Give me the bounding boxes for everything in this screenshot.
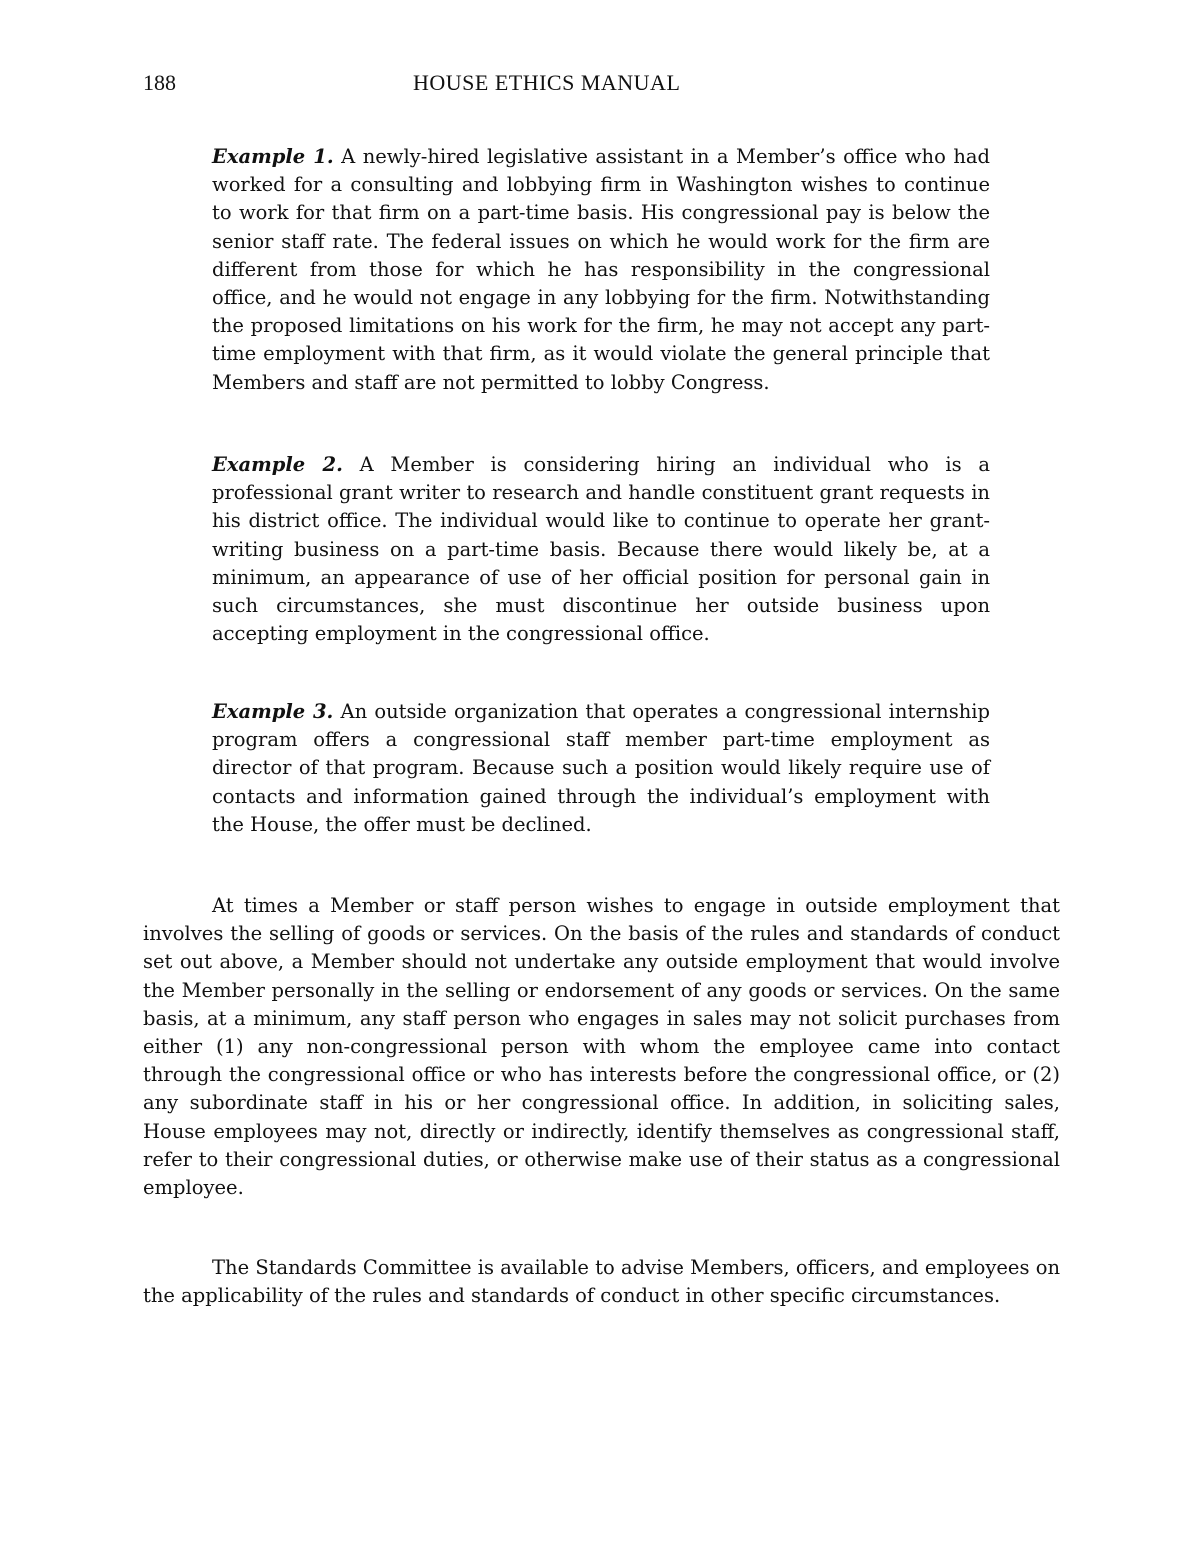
example-3-text: An outside organization that operates a congressional internship program offers a congressional staff member part-time employment as director of that program. Because such a position would likely require use of contacts and information gained through the individual’s employment with the House, the offer must be declined. bbox=[212, 700, 990, 836]
outside-employment-sales-paragraph: At times a Member or staff person wishes to engage in outside employment that involves the selling of goods or services. On the basis of the rules and standards of conduct set out above, a Member should not undertake any outside employment that would involve the Member personally in the selling or endorsement of any goods or services. On the same basis, at a minimum, any staff person who engages in sales may not solicit purchases from either (1) any non-congressional person with whom the employee came into contact through the congressional office or who has interests before the congressional office, or (2) any subordinate staff in his or her congressional office. In addition, in soliciting sales, House employees may not, directly or indirectly, identify themselves as congressional staff, refer to their congressional duties, or otherwise make use of their status as a congressional employee. bbox=[143, 894, 1060, 1200]
example-1-paragraph bbox=[212, 143, 990, 397]
example-3-paragraph bbox=[212, 698, 990, 839]
example-3-label: Example 3. bbox=[212, 700, 334, 723]
page-header bbox=[143, 70, 1060, 104]
standards-committee-paragraph: The Standards Committee is available to advise Members, officers, and employees on the applicability of the rules and standards of conduct in other specific circumstances. bbox=[143, 1256, 1060, 1308]
example-2-label: Example 2. bbox=[212, 453, 343, 476]
example-1-label: Example 1. bbox=[212, 145, 334, 168]
example-2-text: A Member is considering hiring an individual who is a professional grant writer to research and handle constituent grant requests in his district office. The individual would like to continue to operate her grant-writing business on a part-time basis. Because there would likely be, at a minimum, an appearance of use of her official position for personal gain in such circumstances, she must discontinue her outside business upon accepting employment in the congressional office. bbox=[212, 453, 991, 646]
page-number: 188 bbox=[143, 70, 176, 95]
example-1-text: A newly-hired legislative assistant in a Member’s office who had worked for a consulting and lobbying firm in Washington wishes to continue to work for that firm on a part-time basis. His congressional pay is below the senior staff rate. The federal issues on which he would work for the firm are different from those for which he has responsibility in the congressional office, and he would not engage in any lobbying for the firm. Notwithstanding the proposed limitations on his work for the firm, he may not accept any part-time employment with that firm, as it would violate the general principle that Members and staff are not permitted to lobby Congress. bbox=[212, 145, 990, 394]
running-title: HOUSE ETHICS MANUAL bbox=[413, 70, 681, 95]
example-2-paragraph bbox=[212, 451, 990, 648]
